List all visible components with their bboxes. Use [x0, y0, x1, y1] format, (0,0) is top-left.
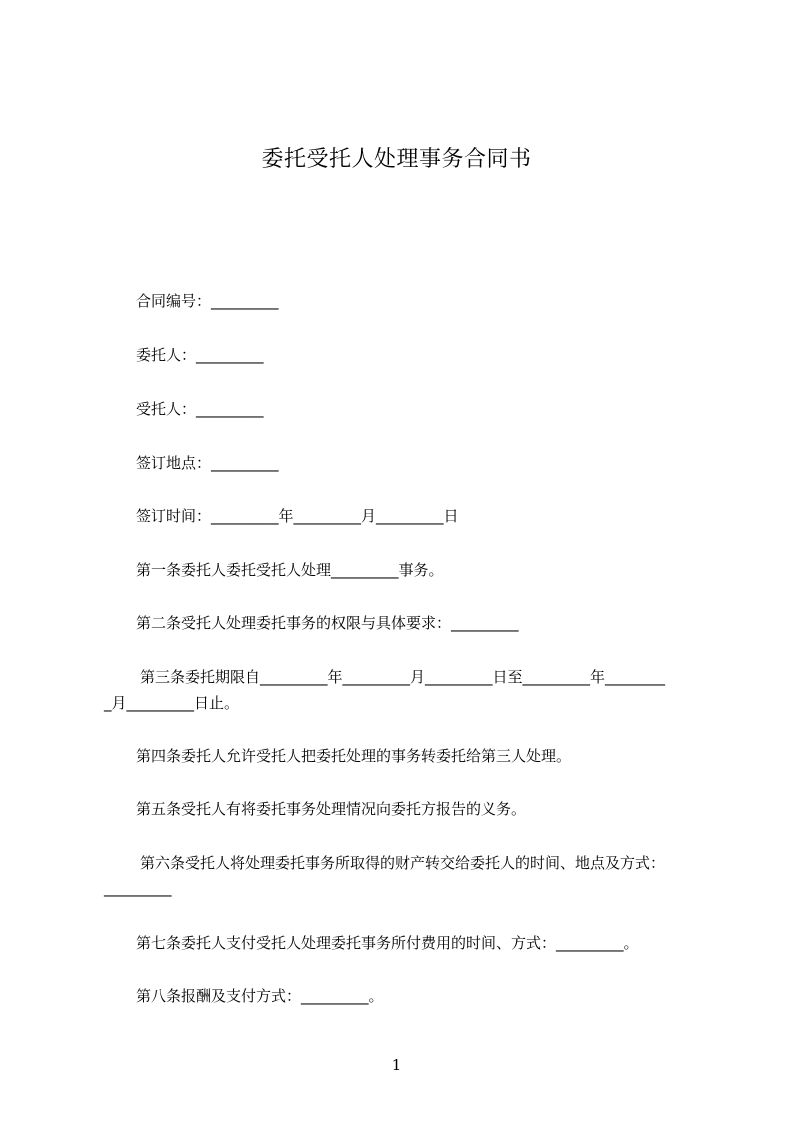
article-3-line-2: _月_________日止。	[104, 694, 240, 712]
article-2: 第二条受托人处理委托事务的权限与具体要求：_________	[136, 614, 519, 632]
article-8: 第八条报酬及支付方式：_________。	[136, 987, 384, 1005]
article-5: 第五条受托人有将委托事务处理情况向委托方报告的义务。	[136, 800, 527, 818]
page-number: 1	[391, 1056, 402, 1074]
document-title: 委托受托人处理事务合同书	[261, 147, 532, 172]
principal-line: 委托人：_________	[136, 346, 264, 364]
contract-number-line: 合同编号：_________	[136, 292, 279, 310]
article-3-line-1: 第三条委托期限自_________年_________月_________日至_________年________	[140, 668, 666, 686]
agent-line: 受托人：_________	[136, 400, 264, 418]
article-1: 第一条委托人委托受托人处理_________事务。	[136, 561, 444, 579]
article-6-line-2: _________	[104, 879, 172, 897]
article-6-line-1: 第六条受托人将处理委托事务所取得的财产转交给委托人的时间、地点及方式：	[140, 854, 666, 872]
signing-place-line: 签订地点：_________	[136, 454, 279, 472]
article-7: 第七条委托人支付受托人处理委托事务所付费用的时间、方式：_________。	[136, 934, 639, 952]
article-4: 第四条委托人允许受托人把委托处理的事务转委托给第三人处理。	[136, 747, 572, 765]
signing-time-line: 签订时间：_________年_________月_________日	[136, 507, 459, 525]
